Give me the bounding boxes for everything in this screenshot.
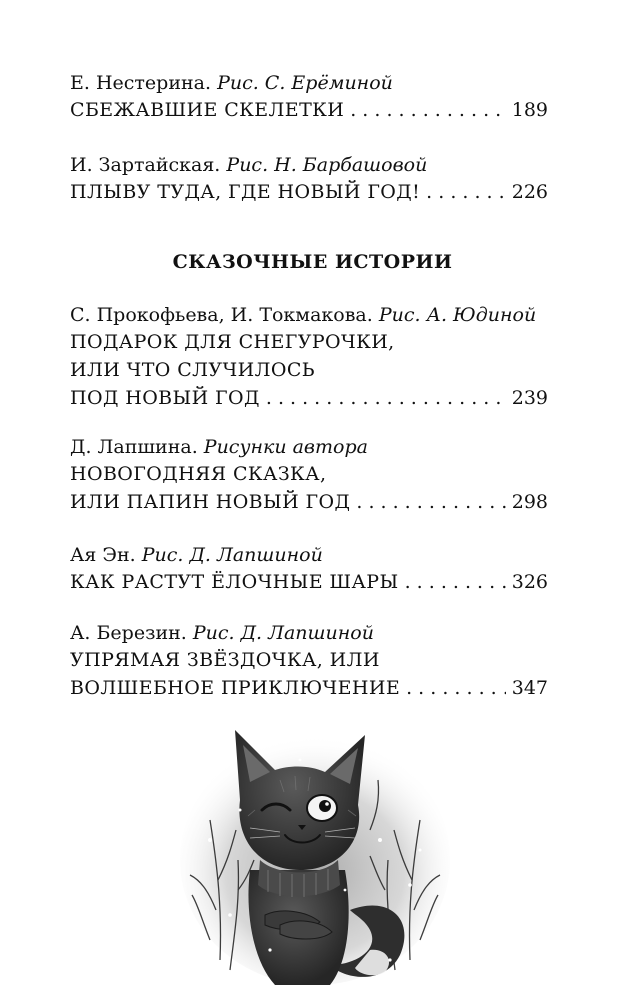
entry-illustrator: Рис. С. Ерёминой <box>217 72 393 94</box>
toc-line[interactable] <box>70 674 548 702</box>
entry-author-line <box>70 152 548 178</box>
dot-leader <box>356 488 505 516</box>
entry-author-line <box>70 70 548 96</box>
entry-author: И. Зартайская. <box>70 154 221 176</box>
entry-illustrator: Рис. Н. Барбашовой <box>226 154 428 176</box>
page-number: 226 <box>511 181 548 203</box>
section-heading: СКАЗОЧНЫЕ ИСТОРИИ <box>172 251 453 273</box>
entry-title-line: УПРЯМАЯ ЗВЁЗДОЧКА, ИЛИ <box>70 649 380 671</box>
page-number: 298 <box>511 491 548 513</box>
entry-illustrator: Рис. А. Юдиной <box>378 304 537 326</box>
entry-author: С. Прокофьева, И. Токмакова. <box>70 304 373 326</box>
toc-entry <box>70 70 548 124</box>
page-number: 239 <box>511 387 548 409</box>
winking-cat-in-snow-icon <box>180 710 450 990</box>
toc-entry <box>70 434 548 516</box>
entry-title: СБЕЖАВШИЕ СКЕЛЕТКИ <box>70 99 345 121</box>
page-number: 347 <box>511 677 548 699</box>
entry-author-line <box>70 302 548 328</box>
entry-title: ВОЛШЕБНОЕ ПРИКЛЮЧЕНИЕ <box>70 677 401 699</box>
dot-leader <box>350 96 506 124</box>
toc-entry <box>70 152 548 206</box>
entry-title-line: ИЛИ ЧТО СЛУЧИЛОСЬ <box>70 359 315 381</box>
dot-leader <box>406 674 506 702</box>
toc-line[interactable] <box>70 178 548 206</box>
toc-line[interactable] <box>70 384 548 412</box>
toc-entry <box>70 542 548 596</box>
entry-title: ПОД НОВЫЙ ГОД <box>70 387 260 409</box>
toc-line[interactable] <box>70 568 548 596</box>
page-number: 326 <box>511 571 548 593</box>
entry-author-line <box>70 620 548 646</box>
entry-title: ИЛИ ПАПИН НОВЫЙ ГОД <box>70 491 351 513</box>
toc-line[interactable] <box>70 96 548 124</box>
entry-author-line <box>70 434 548 460</box>
dot-leader <box>405 568 506 596</box>
entry-title: ПЛЫВУ ТУДА, ГДЕ НОВЫЙ ГОД! <box>70 181 421 203</box>
dot-leader <box>266 384 506 412</box>
toc-entry <box>70 302 548 412</box>
entry-illustrator: Рис. Д. Лапшиной <box>141 544 323 566</box>
entry-title-line: ПОДАРОК ДЛЯ СНЕГУРОЧКИ, <box>70 331 395 353</box>
entry-illustrator: Рис. Д. Лапшиной <box>192 622 374 644</box>
entry-author: Ая Эн. <box>70 544 136 566</box>
entry-illustrator: Рисунки автора <box>203 436 368 458</box>
toc-entry <box>70 620 548 702</box>
entry-author: Д. Лапшина. <box>70 436 198 458</box>
entry-title: КАК РАСТУТ ЁЛОЧНЫЕ ШАРЫ <box>70 571 399 593</box>
entry-author: А. Березин. <box>70 622 187 644</box>
dot-leader <box>426 178 506 206</box>
entry-title-line: НОВОГОДНЯЯ СКАЗКА, <box>70 463 327 485</box>
page-number: 189 <box>511 99 548 121</box>
toc-line[interactable] <box>70 488 548 516</box>
entry-author: Е. Нестерина. <box>70 72 212 94</box>
entry-author-line <box>70 542 548 568</box>
